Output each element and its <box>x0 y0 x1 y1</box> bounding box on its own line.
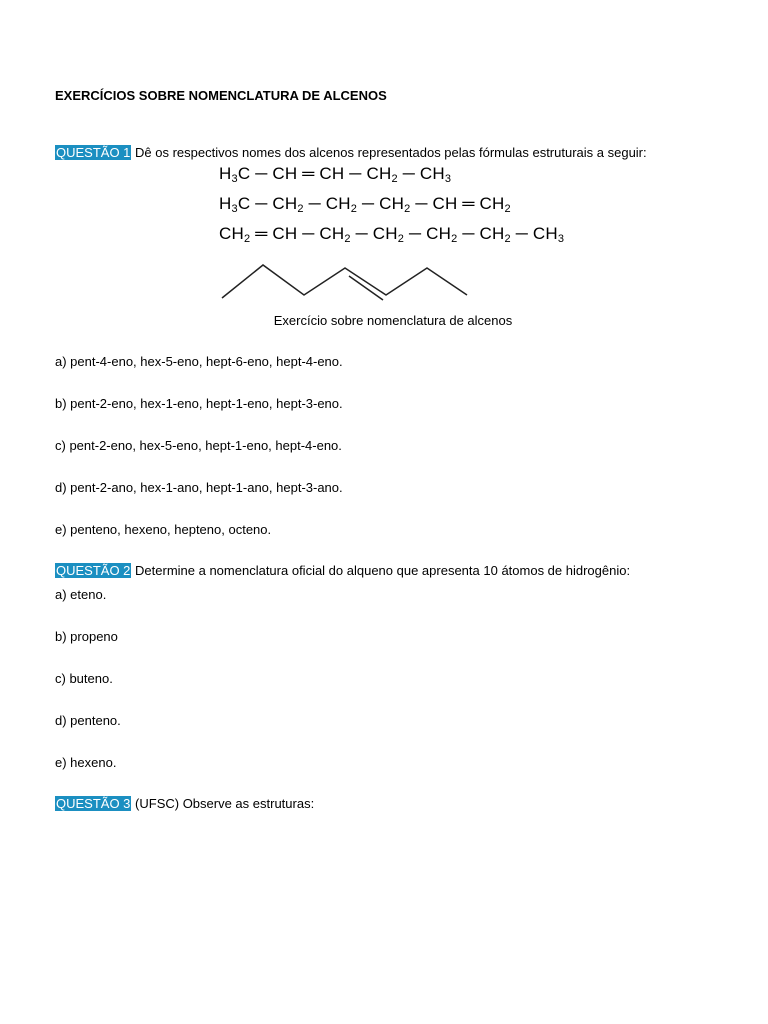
q2-option-e: e) hexeno. <box>55 755 117 770</box>
q2-option-b: b) propeno <box>55 629 118 644</box>
question-3-prompt <box>55 796 314 812</box>
q1-option-b: b) pent-2-eno, hex-1-eno, hept-1-eno, hept-3-eno. <box>55 396 343 411</box>
formula-3: $CH_2$ ═ CH ─ $CH_2$ ─ $CH_2$ ─ $CH_2$ ─ $CH_2$ ─ $CH_3$ <box>219 224 565 245</box>
q2-option-c: c) buteno. <box>55 671 113 686</box>
question-3-label: QUESTÃO 3 <box>56 796 131 811</box>
formula-1: $H_3C$ ─ CH ═ CH ─ $CH_2$ ─ $CH_3$ <box>219 164 452 185</box>
question-2-text: Determine a nomenclatura oficial do alqueno que apresenta 10 átomos de hidrogênio: <box>131 563 631 578</box>
question-2-label: QUESTÃO 2 <box>56 563 131 578</box>
q1-option-e: e) penteno, hexeno, hepteno, octeno. <box>55 522 272 537</box>
question-1-prompt <box>55 145 647 161</box>
q2-option-a: a) eteno. <box>55 587 107 602</box>
formula-2: $H_3C$ ─ $CH_2$ ─ $CH_2$ ─ $CH_2$ ─ CH ═ $CH_2$ <box>219 194 511 215</box>
question-1-text: Dê os respectivos nomes dos alcenos representados pelas fórmulas estruturais a seguir: <box>131 145 647 160</box>
q1-option-d: d) pent-2-ano, hex-1-ano, hept-1-ano, hept-3-ano. <box>55 480 343 495</box>
skeletal-formula <box>215 258 475 302</box>
question-3-text: (UFSC) Observe as estruturas: <box>131 796 315 811</box>
document-title: EXERCÍCIOS SOBRE NOMENCLATURA DE ALCENOS <box>55 88 387 103</box>
figure-caption: Exercício sobre nomenclatura de alcenos <box>273 313 513 328</box>
q2-option-d: d) penteno. <box>55 713 121 728</box>
question-2-prompt <box>55 563 630 579</box>
q1-option-c: c) pent-2-eno, hex-5-eno, hept-1-eno, hept-4-eno. <box>55 438 342 453</box>
question-1-label: QUESTÃO 1 <box>56 145 131 160</box>
q1-option-a: a) pent-4-eno, hex-5-eno, hept-6-eno, hept-4-eno. <box>55 354 343 369</box>
